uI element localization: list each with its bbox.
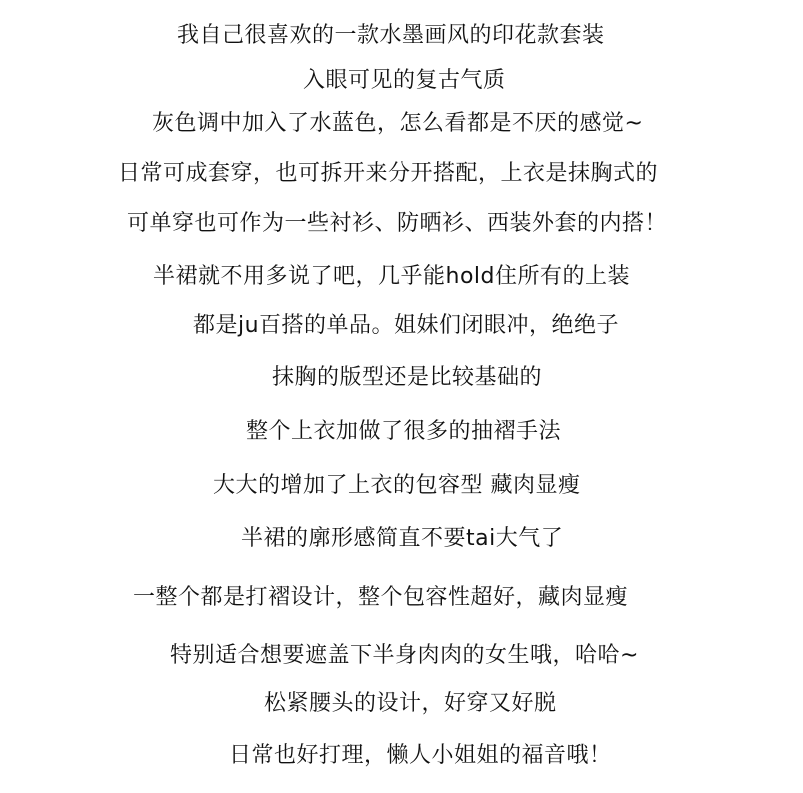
- text-line: 半裙就不用多说了吧，几乎能hold住所有的上装: [153, 264, 630, 289]
- text-line: 一整个都是打褶设计，整个包容性超好，藏肉显瘦: [133, 585, 629, 610]
- text-line: 我自己很喜欢的一款水墨画风的印花款套装: [177, 23, 605, 48]
- text-line: 日常也好打理，懒人小姐姐的福音哦！: [229, 743, 612, 768]
- text-line: 都是ju百搭的单品。姐妹们闭眼冲，绝绝子: [193, 313, 620, 338]
- text-line: 可单穿也可作为一些衬衫、防晒衫、西装外套的内搭！: [127, 211, 668, 236]
- text-line: 灰色调中加入了水蓝色，怎么看都是不厌的感觉~: [152, 111, 644, 136]
- text-line: 入眼可见的复古气质: [303, 68, 506, 93]
- text-line: 半裙的廓形感简直不要tai大气了: [241, 526, 564, 551]
- text-line: 松紧腰头的设计，好穿又好脱: [264, 691, 557, 716]
- text-line: 大大的增加了上衣的包容型 藏肉显瘦: [213, 473, 581, 498]
- text-line: 日常可成套穿，也可拆开来分开搭配，上衣是抹胸式的: [118, 161, 659, 186]
- text-line: 抹胸的版型还是比较基础的: [272, 365, 543, 390]
- text-line: 整个上衣加做了很多的抽褶手法: [246, 419, 562, 444]
- text-line: 特别适合想要遮盖下半身肉肉的女生哦，哈哈~: [170, 643, 639, 668]
